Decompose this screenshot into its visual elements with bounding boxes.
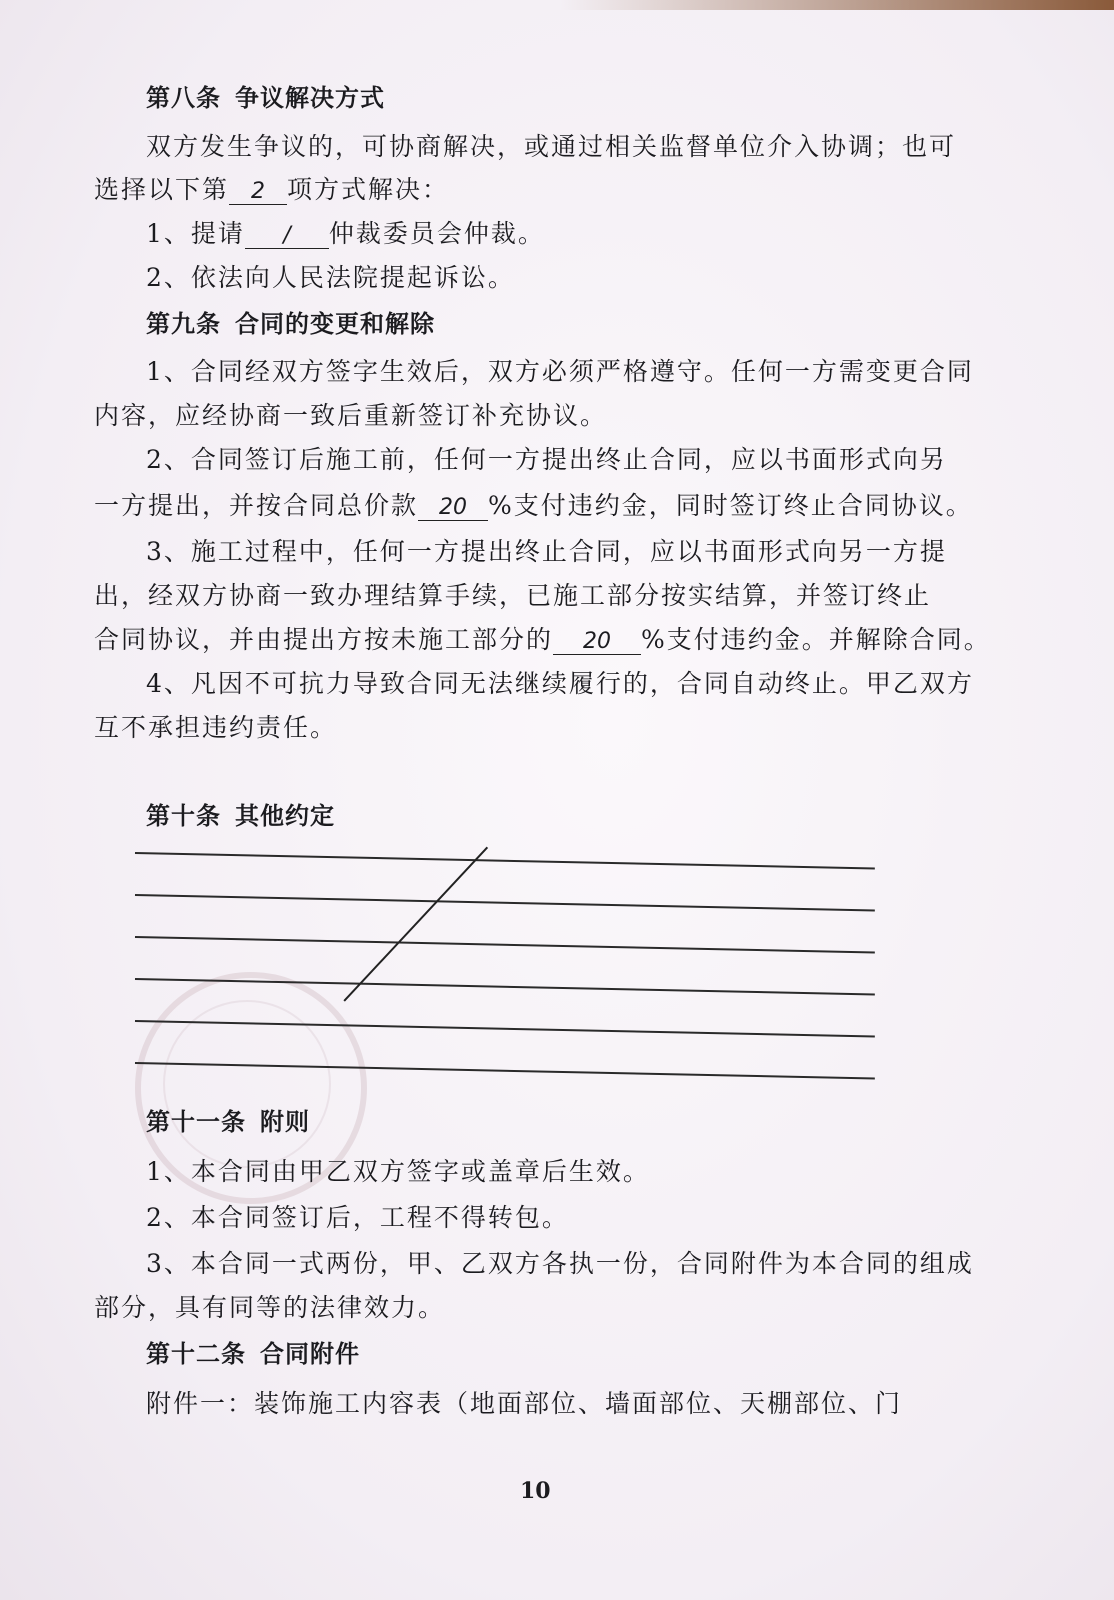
article-9-item-2-line1: 2、合同签订后施工前，任何一方提出终止合同，应以书面形式向另: [146, 445, 947, 474]
article-9-title: 合同的变更和解除: [235, 310, 435, 338]
article-8-title: 争议解决方式: [235, 84, 385, 112]
article-10-title: 其他约定: [235, 802, 335, 830]
article-8-para-line1: 双方发生争议的，可协商解决，或通过相关监督单位介入协调；也可: [146, 132, 957, 161]
article-12-number: 第十二条: [146, 1340, 246, 1368]
article-12-title: 合同附件: [260, 1340, 360, 1368]
article-11-item-2: 2、本合同签订后，工程不得转包。: [146, 1203, 569, 1232]
article-10-heading: [146, 796, 335, 831]
article-9-item-3-line1: 3、施工过程中，任何一方提出终止合同，应以书面形式向另一方提: [146, 537, 947, 566]
blank-line-1: [135, 852, 875, 869]
text-span: 仲裁委员会仲裁。: [328, 219, 545, 248]
article-8-para-line2: [94, 170, 449, 206]
text-span: 项方式解决：: [287, 175, 450, 204]
handwritten-option-number: 2: [229, 179, 287, 205]
article-11-heading: [146, 1102, 310, 1137]
text-span: 选择以下第: [94, 175, 230, 204]
article-9-item-3-line3: [94, 620, 991, 656]
blank-line-2: [135, 894, 875, 911]
article-9-heading: [146, 304, 435, 339]
article-9-item-1-line2: 内容，应经协商一致后重新签订补充协议。: [94, 401, 608, 430]
article-12-heading: [146, 1334, 360, 1369]
blank-line-3: [135, 936, 875, 953]
article-9-item-4-line2: 互不承担违约责任。: [94, 713, 338, 742]
handwritten-strike-line: [343, 847, 487, 1002]
article-9-number: 第九条: [146, 310, 221, 338]
article-11-item-3-line1: 3、本合同一式两份，甲、乙双方各执一份，合同附件为本合同的组成: [146, 1249, 974, 1278]
article-9-item-1-line1: 1、合同经双方签字生效后，双方必须严格遵守。任何一方需变更合同: [146, 357, 974, 386]
page-edge-shadow: [560, 0, 1114, 10]
text-span: %支付违约金，同时签订终止合同协议。: [488, 491, 973, 520]
text-span: %支付违约金。并解除合同。: [641, 625, 991, 654]
handwritten-penalty-percent: 20: [418, 495, 488, 521]
article-8-item-1: [146, 214, 545, 250]
article-8-heading: [146, 78, 385, 113]
article-9-item-2-line2: [94, 486, 973, 522]
text-span: 合同协议，并由提出方按未施工部分的: [94, 625, 554, 654]
article-12-item-1: 附件一：装饰施工内容表（地面部位、墙面部位、天棚部位、门: [146, 1389, 903, 1418]
article-8-number: 第八条: [146, 84, 221, 112]
article-11-item-3-line2: 部分，具有同等的法律效力。: [94, 1293, 446, 1322]
handwritten-arbitration-slash: /: [245, 223, 329, 249]
article-8-item-2: 2、依法向人民法院提起诉讼。: [146, 263, 515, 292]
text-span: 一方提出，并按合同总价款: [94, 491, 419, 520]
handwritten-penalty-percent-2: 20: [553, 629, 641, 655]
article-11-item-1: 1、本合同由甲乙双方签字或盖章后生效。: [146, 1157, 650, 1186]
text-span: 1、提请: [146, 219, 245, 248]
article-11-number: 第十一条: [146, 1108, 246, 1136]
article-11-title: 附则: [260, 1108, 310, 1136]
article-10-number: 第十条: [146, 802, 221, 830]
page-number: 10: [520, 1478, 551, 1504]
article-9-item-4-line1: 4、凡因不可抗力导致合同无法继续履行的，合同自动终止。甲乙双方: [146, 669, 974, 698]
article-9-item-3-line2: 出，经双方协商一致办理结算手续，已施工部分按实结算，并签订终止: [94, 581, 932, 610]
